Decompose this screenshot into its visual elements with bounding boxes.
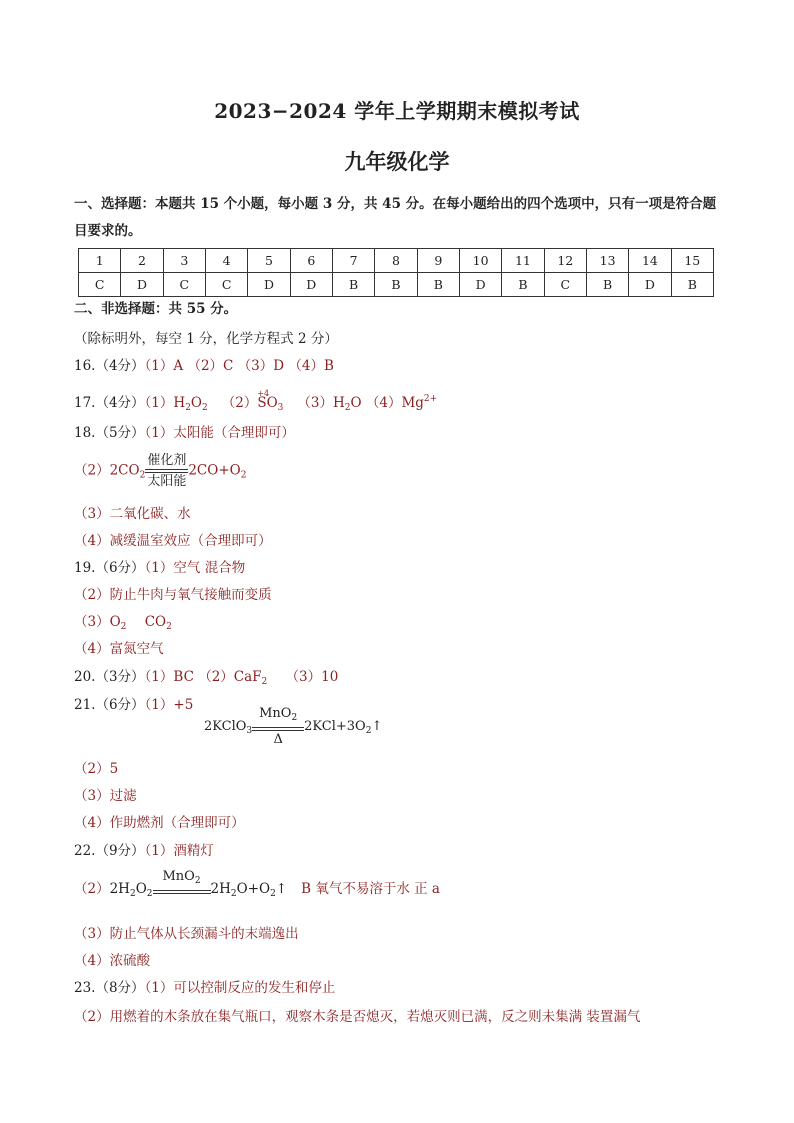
q18-label: 18.（5分） xyxy=(74,425,145,441)
answer-table-number-row xyxy=(79,249,714,273)
answer-cell: C xyxy=(205,273,247,297)
q22-line2: $(2)2H_2O_2$ MnO$_2$ $2H_2O+O_2↑$ B 氧气不易溶于水 正 a xyxy=(74,868,440,911)
answer-cell: B xyxy=(332,273,374,297)
section2-note: （除标明外，每空 1 分，化学方程式 2 分） xyxy=(74,331,338,347)
question-number-cell: 5 xyxy=(248,249,290,273)
q23-answer-1: （1）可以控制反应的发生和停止 xyxy=(144,980,336,996)
answer-cell: C xyxy=(163,273,205,297)
question-number-cell: 13 xyxy=(586,249,628,273)
question-number-cell: 3 xyxy=(163,249,205,273)
answer-table-answer-row xyxy=(79,273,714,297)
question-number-cell: 6 xyxy=(290,249,332,273)
q17-answers: $(1)H_2O_2$ （2） +4 $SO_3$ $(3)H_2O$ $(4)Mg^{2+}$ xyxy=(145,395,438,411)
question-number-cell: 8 xyxy=(375,249,417,273)
question-number-cell: 4 xyxy=(205,249,247,273)
q22-answer-4: （4）浓硫酸 xyxy=(74,953,151,969)
q22-reaction-condition: MnO$_2$ xyxy=(153,868,211,911)
section2-heading: 二、非选择题：共 55 分。 xyxy=(74,301,238,317)
q22-equation: $2H_2O_2$ MnO$_2$ $2H_2O+O_2↑$ xyxy=(110,881,288,897)
exam-title: 2023−2024 学年上学期期末模拟考试 xyxy=(214,99,580,123)
answer-table xyxy=(78,248,714,297)
q18-answer-4: （4）减缓温室效应（合理即可） xyxy=(74,533,272,549)
q19-line1 xyxy=(74,559,245,577)
q21-reaction-condition: $\frac{MnO_2}{\Delta}$ xyxy=(252,705,304,748)
q21-line1 xyxy=(74,696,193,714)
answer-cell: B xyxy=(375,273,417,297)
answer-cell: C xyxy=(79,273,121,297)
q20-line xyxy=(74,668,338,691)
q19-answer-3: $(3)O_2$ $CO_2$ xyxy=(74,614,172,632)
q18-line2: $(2)2CO_2$ $\frac{\text{催化剂}}{\text{太阳能}}$ $2CO+O_2$ xyxy=(74,453,247,489)
answer-cell: B xyxy=(417,273,459,297)
q16-label: 16.（4分） xyxy=(74,358,145,374)
question-number-cell: 1 xyxy=(79,249,121,273)
q16-answers: （1）A （2）C （3）D （4）B xyxy=(144,358,334,374)
question-number-cell: 14 xyxy=(629,249,671,273)
q18-answer-1: （1）太阳能（合理即可） xyxy=(144,425,295,441)
q21-answer-2: （2）5 xyxy=(74,761,119,777)
q17-label: 17.（4分） xyxy=(74,395,145,411)
question-number-cell: 12 xyxy=(544,249,586,273)
q18-line1 xyxy=(74,424,295,442)
so3-valence: +4 xyxy=(257,389,270,398)
answer-cell: D xyxy=(121,273,163,297)
answer-cell: B xyxy=(586,273,628,297)
q22-answer-3: （3）防止气体从长颈漏斗的末端逸出 xyxy=(74,926,299,942)
q21-label: 21.（6分） xyxy=(74,697,145,713)
q21-answer-1: （1）+5 xyxy=(144,697,194,713)
question-number-cell: 7 xyxy=(332,249,374,273)
q22-answer-2-rest: B 氧气不易溶于水 正 a xyxy=(301,881,440,897)
exam-subtitle: 九年级化学 xyxy=(344,149,450,174)
question-number-cell: 2 xyxy=(121,249,163,273)
q23-line1 xyxy=(74,979,335,997)
q22-label: 22.（9分） xyxy=(74,843,145,859)
q19-answer-4: （4）富氮空气 xyxy=(74,641,164,657)
q20-label: 20.（3分） xyxy=(74,669,145,685)
q19-answer-2: （2）防止牛肉与氧气接触而变质 xyxy=(74,587,272,603)
q16-line xyxy=(74,357,334,375)
answer-cell: D xyxy=(248,273,290,297)
question-number-cell: 9 xyxy=(417,249,459,273)
q22-answer-1: （1）酒精灯 xyxy=(144,843,214,859)
q23-answer-2: （2）用燃着的木条放在集气瓶口，观察木条是否熄灭，若熄灭则已满，反之则未集满 装置漏气 xyxy=(74,1009,641,1025)
section1-instructions-line1: 一、选择题：本题共 15 个小题，每小题 3 分，共 45 分。在每小题给出的四个选项中，只有一项是符合题 xyxy=(74,196,717,212)
answer-cell: D xyxy=(290,273,332,297)
q19-answer-1: （1）空气 混合物 xyxy=(144,560,246,576)
answer-cell: B xyxy=(502,273,544,297)
answer-cell: B xyxy=(671,273,713,297)
question-number-cell: 15 xyxy=(671,249,713,273)
q22-line1 xyxy=(74,842,214,860)
q21-equation: 2KClO$_3$ $\frac{MnO_2}{\Delta}$ $2KCl+3O_2↑$ xyxy=(204,706,383,747)
q18-reaction-condition: $\frac{\text{催化剂}}{\text{太阳能}}$ xyxy=(147,453,187,489)
q18-answer-3: （3）二氧化碳、水 xyxy=(74,506,191,522)
section1-instructions-line2: 目要求的。 xyxy=(74,223,142,239)
q19-label: 19.（6分） xyxy=(74,560,145,576)
question-number-cell: 11 xyxy=(502,249,544,273)
answer-cell: C xyxy=(544,273,586,297)
answer-cell: D xyxy=(459,273,501,297)
q21-answer-4: （4）作助燃剂（合理即可） xyxy=(74,815,245,831)
q17-line xyxy=(74,390,437,417)
answer-cell: D xyxy=(629,273,671,297)
q23-label: 23.（8分） xyxy=(74,980,145,996)
q20-answers: （1）BC （2）CaF$_2$ （3）10 xyxy=(144,669,339,687)
q21-answer-3: （3）过滤 xyxy=(74,788,137,804)
question-number-cell: 10 xyxy=(459,249,501,273)
